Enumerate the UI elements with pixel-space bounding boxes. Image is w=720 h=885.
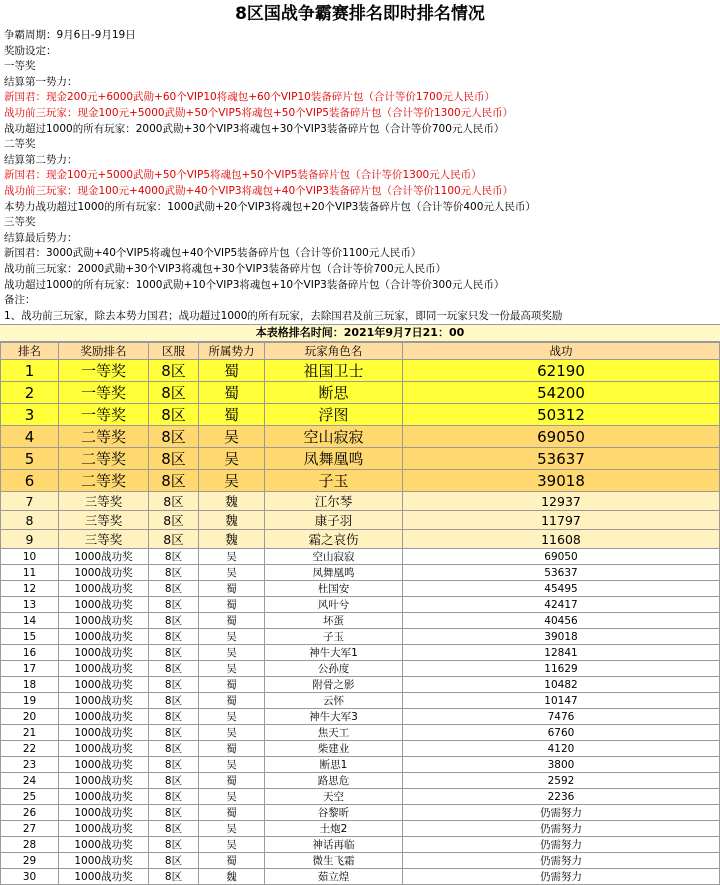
server-cell: 8区 xyxy=(149,693,199,709)
server-cell: 8区 xyxy=(149,530,199,549)
rank-cell: 2 xyxy=(1,382,59,404)
rank-cell: 27 xyxy=(1,821,59,837)
table-row xyxy=(1,470,720,492)
faction-cell: 吴 xyxy=(199,837,265,853)
ranking-table xyxy=(0,342,720,885)
award-cell: 1000战功奖 xyxy=(59,725,149,741)
award-cell: 1000战功奖 xyxy=(59,581,149,597)
server-cell: 8区 xyxy=(149,645,199,661)
info-line: 战功超过1000的所有玩家：1000武勋+10个VIP3将魂包+10个VIP3装备碎片包（合计等价300元人民币） xyxy=(4,278,505,291)
table-row xyxy=(1,645,720,661)
table-row xyxy=(1,360,720,382)
award-cell: 1000战功奖 xyxy=(59,805,149,821)
merit-cell: 12841 xyxy=(403,645,720,661)
merit-cell: 仍需努力 xyxy=(403,853,720,869)
info-line: 战功前三玩家：2000武勋+30个VIP3将魂包+30个VIP3装备碎片包（合计等价700元人民币） xyxy=(4,262,447,275)
award-cell: 1000战功奖 xyxy=(59,677,149,693)
rank-cell: 22 xyxy=(1,741,59,757)
award-cell: 1000战功奖 xyxy=(59,773,149,789)
player-name-cell: 康子羽 xyxy=(265,511,403,530)
award-cell: 1000战功奖 xyxy=(59,821,149,837)
table-row xyxy=(1,741,720,757)
player-name-cell: 微生飞霜 xyxy=(265,853,403,869)
faction-cell: 吴 xyxy=(199,725,265,741)
award-cell: 二等奖 xyxy=(59,448,149,470)
server-cell: 8区 xyxy=(149,709,199,725)
table-row xyxy=(1,492,720,511)
info-line: 备注： xyxy=(4,294,36,307)
faction-cell: 魏 xyxy=(199,492,265,511)
merit-cell: 仍需努力 xyxy=(403,821,720,837)
server-cell: 8区 xyxy=(149,805,199,821)
faction-cell: 吴 xyxy=(199,549,265,565)
faction-cell: 魏 xyxy=(199,511,265,530)
award-cell: 1000战功奖 xyxy=(59,693,149,709)
merit-cell: 2592 xyxy=(403,773,720,789)
column-header-faction: 所属势力 xyxy=(199,343,265,360)
server-cell: 8区 xyxy=(149,492,199,511)
award-cell: 1000战功奖 xyxy=(59,709,149,725)
rank-cell: 24 xyxy=(1,773,59,789)
server-cell: 8区 xyxy=(149,549,199,565)
table-row xyxy=(1,382,720,404)
page-title: 8区国战争霸赛排名即时排名情况 xyxy=(235,4,485,24)
reward-info xyxy=(0,28,720,324)
player-name-cell: 凤舞凰鸣 xyxy=(265,565,403,581)
award-cell: 1000战功奖 xyxy=(59,645,149,661)
player-name-cell: 空山寂寂 xyxy=(265,426,403,448)
table-header-row xyxy=(1,343,720,360)
award-cell: 1000战功奖 xyxy=(59,869,149,885)
award-cell: 1000战功奖 xyxy=(59,549,149,565)
table-row xyxy=(1,613,720,629)
merit-cell: 53637 xyxy=(403,565,720,581)
faction-cell: 吴 xyxy=(199,645,265,661)
table-row xyxy=(1,511,720,530)
award-cell: 三等奖 xyxy=(59,511,149,530)
rank-cell: 20 xyxy=(1,709,59,725)
award-cell: 1000战功奖 xyxy=(59,597,149,613)
server-cell: 8区 xyxy=(149,426,199,448)
player-name-cell: 浮图 xyxy=(265,404,403,426)
faction-cell: 吴 xyxy=(199,565,265,581)
merit-cell: 10147 xyxy=(403,693,720,709)
server-cell: 8区 xyxy=(149,629,199,645)
column-header-server: 区服 xyxy=(149,343,199,360)
info-line: 三等奖 xyxy=(4,216,36,229)
award-cell: 1000战功奖 xyxy=(59,837,149,853)
faction-cell: 蜀 xyxy=(199,693,265,709)
player-name-cell: 空山寂寂 xyxy=(265,549,403,565)
table-row xyxy=(1,549,720,565)
faction-cell: 魏 xyxy=(199,869,265,885)
player-name-cell: 柴建业 xyxy=(265,741,403,757)
rank-cell: 26 xyxy=(1,805,59,821)
merit-cell: 69050 xyxy=(403,549,720,565)
player-name-cell: 天空 xyxy=(265,789,403,805)
faction-cell: 蜀 xyxy=(199,360,265,382)
table-row xyxy=(1,404,720,426)
server-cell: 8区 xyxy=(149,360,199,382)
info-line: 战功前三玩家：现金100元+4000武勋+40个VIP3将魂包+40个VIP3装备碎片包（合计等价1100元人民币） xyxy=(4,184,514,197)
info-line: 新国君：现金200元+6000武勋+60个VIP10将魂包+60个VIP10装备碎片包（合计等价1700元人民币） xyxy=(4,91,496,104)
merit-cell: 11797 xyxy=(403,511,720,530)
merit-cell: 6760 xyxy=(403,725,720,741)
server-cell: 8区 xyxy=(149,382,199,404)
award-cell: 1000战功奖 xyxy=(59,853,149,869)
merit-cell: 53637 xyxy=(403,448,720,470)
info-line: 一等奖 xyxy=(4,60,36,73)
award-cell: 1000战功奖 xyxy=(59,661,149,677)
award-cell: 1000战功奖 xyxy=(59,565,149,581)
faction-cell: 蜀 xyxy=(199,677,265,693)
server-cell: 8区 xyxy=(149,677,199,693)
table-row xyxy=(1,709,720,725)
table-row xyxy=(1,530,720,549)
player-name-cell: 云怀 xyxy=(265,693,403,709)
server-cell: 8区 xyxy=(149,565,199,581)
info-line: 结算第一势力： xyxy=(4,75,78,88)
server-cell: 8区 xyxy=(149,837,199,853)
faction-cell: 吴 xyxy=(199,629,265,645)
server-cell: 8区 xyxy=(149,613,199,629)
award-cell: 一等奖 xyxy=(59,382,149,404)
award-cell: 1000战功奖 xyxy=(59,789,149,805)
server-cell: 8区 xyxy=(149,853,199,869)
award-cell: 三等奖 xyxy=(59,492,149,511)
merit-cell: 2236 xyxy=(403,789,720,805)
info-line: 新国君：3000武勋+40个VIP5将魂包+40个VIP5装备碎片包（合计等价1100元人民币） xyxy=(4,247,422,260)
table-row xyxy=(1,837,720,853)
merit-cell: 39018 xyxy=(403,470,720,492)
server-cell: 8区 xyxy=(149,773,199,789)
player-name-cell: 神牛大军1 xyxy=(265,645,403,661)
rank-cell: 8 xyxy=(1,511,59,530)
player-name-cell: 公孙度 xyxy=(265,661,403,677)
faction-cell: 蜀 xyxy=(199,613,265,629)
merit-cell: 7476 xyxy=(403,709,720,725)
merit-cell: 10482 xyxy=(403,677,720,693)
faction-cell: 蜀 xyxy=(199,597,265,613)
server-cell: 8区 xyxy=(149,821,199,837)
info-line: 结算第二势力： xyxy=(4,153,78,166)
player-name-cell: 江尔琴 xyxy=(265,492,403,511)
merit-cell: 50312 xyxy=(403,404,720,426)
player-name-cell: 杜国安 xyxy=(265,581,403,597)
merit-cell: 45495 xyxy=(403,581,720,597)
rank-cell: 4 xyxy=(1,426,59,448)
info-line: 争霸周期：9月6日-9月19日 xyxy=(4,29,136,41)
info-line: 二等奖 xyxy=(4,138,36,151)
rank-cell: 15 xyxy=(1,629,59,645)
merit-cell: 3800 xyxy=(403,757,720,773)
rank-cell: 1 xyxy=(1,360,59,382)
player-name-cell: 路思危 xyxy=(265,773,403,789)
rank-cell: 7 xyxy=(1,492,59,511)
merit-cell: 仍需努力 xyxy=(403,869,720,885)
faction-cell: 吴 xyxy=(199,448,265,470)
ranking-time-header: 本表格排名时间：2021年9月7日21：00 xyxy=(0,324,720,342)
faction-cell: 魏 xyxy=(199,530,265,549)
award-cell: 1000战功奖 xyxy=(59,613,149,629)
table-row xyxy=(1,426,720,448)
server-cell: 8区 xyxy=(149,741,199,757)
info-line: 战功前三玩家：现金100元+5000武勋+50个VIP5将魂包+50个VIP5装备碎片包（合计等价1300元人民币） xyxy=(4,106,514,119)
info-line: 本势力战功超过1000的所有玩家：1000武勋+20个VIP3将魂包+20个VIP3装备碎片包（合计等价400元人民币） xyxy=(4,200,536,213)
server-cell: 8区 xyxy=(149,661,199,677)
rank-cell: 12 xyxy=(1,581,59,597)
faction-cell: 蜀 xyxy=(199,382,265,404)
column-header-player-name: 玩家角色名 xyxy=(265,343,403,360)
award-cell: 三等奖 xyxy=(59,530,149,549)
rank-cell: 23 xyxy=(1,757,59,773)
award-cell: 一等奖 xyxy=(59,404,149,426)
merit-cell: 62190 xyxy=(403,360,720,382)
rank-cell: 18 xyxy=(1,677,59,693)
rank-cell: 3 xyxy=(1,404,59,426)
server-cell: 8区 xyxy=(149,869,199,885)
server-cell: 8区 xyxy=(149,789,199,805)
table-row xyxy=(1,661,720,677)
faction-cell: 吴 xyxy=(199,661,265,677)
table-row xyxy=(1,821,720,837)
player-name-cell: 凤舞凰鸣 xyxy=(265,448,403,470)
server-cell: 8区 xyxy=(149,470,199,492)
player-name-cell: 茹立煌 xyxy=(265,869,403,885)
table-row xyxy=(1,597,720,613)
server-cell: 8区 xyxy=(149,448,199,470)
merit-cell: 仍需努力 xyxy=(403,805,720,821)
rank-cell: 10 xyxy=(1,549,59,565)
player-name-cell: 断思 xyxy=(265,382,403,404)
faction-cell: 吴 xyxy=(199,757,265,773)
player-name-cell: 神话再临 xyxy=(265,837,403,853)
table-row xyxy=(1,805,720,821)
rank-cell: 30 xyxy=(1,869,59,885)
rank-cell: 6 xyxy=(1,470,59,492)
server-cell: 8区 xyxy=(149,597,199,613)
faction-cell: 吴 xyxy=(199,789,265,805)
merit-cell: 42417 xyxy=(403,597,720,613)
rank-cell: 9 xyxy=(1,530,59,549)
faction-cell: 蜀 xyxy=(199,805,265,821)
table-row xyxy=(1,677,720,693)
merit-cell: 54200 xyxy=(403,382,720,404)
table-row xyxy=(1,757,720,773)
rank-cell: 5 xyxy=(1,448,59,470)
table-row xyxy=(1,725,720,741)
table-row xyxy=(1,853,720,869)
rank-cell: 25 xyxy=(1,789,59,805)
award-cell: 1000战功奖 xyxy=(59,757,149,773)
table-row xyxy=(1,773,720,789)
faction-cell: 吴 xyxy=(199,821,265,837)
player-name-cell: 焦天工 xyxy=(265,725,403,741)
award-cell: 二等奖 xyxy=(59,470,149,492)
player-name-cell: 子玉 xyxy=(265,470,403,492)
player-name-cell: 谷黎昕 xyxy=(265,805,403,821)
rank-cell: 16 xyxy=(1,645,59,661)
merit-cell: 11629 xyxy=(403,661,720,677)
faction-cell: 蜀 xyxy=(199,581,265,597)
info-line: 结算最后势力： xyxy=(4,231,78,244)
table-row xyxy=(1,693,720,709)
faction-cell: 吴 xyxy=(199,709,265,725)
merit-cell: 40456 xyxy=(403,613,720,629)
player-name-cell: 附骨之影 xyxy=(265,677,403,693)
table-row xyxy=(1,565,720,581)
merit-cell: 69050 xyxy=(403,426,720,448)
rank-cell: 13 xyxy=(1,597,59,613)
table-row xyxy=(1,581,720,597)
merit-cell: 12937 xyxy=(403,492,720,511)
info-line: 1、战功前三玩家，除去本势力国君；战功超过1000的所有玩家，去除国君及前三玩家，即同一玩家只发一份最高项奖励 xyxy=(4,309,563,322)
player-name-cell: 神牛大军3 xyxy=(265,709,403,725)
rank-cell: 19 xyxy=(1,693,59,709)
award-cell: 1000战功奖 xyxy=(59,629,149,645)
player-name-cell: 祖国卫士 xyxy=(265,360,403,382)
player-name-cell: 断思1 xyxy=(265,757,403,773)
table-row xyxy=(1,869,720,885)
faction-cell: 蜀 xyxy=(199,773,265,789)
column-header-merit: 战功 xyxy=(403,343,720,360)
server-cell: 8区 xyxy=(149,757,199,773)
player-name-cell: 土炮2 xyxy=(265,821,403,837)
info-line: 战功超过1000的所有玩家：2000武勋+30个VIP3将魂包+30个VIP3装备碎片包（合计等价700元人民币） xyxy=(4,122,505,135)
merit-cell: 仍需努力 xyxy=(403,837,720,853)
rank-cell: 29 xyxy=(1,853,59,869)
player-name-cell: 霜之哀伤 xyxy=(265,530,403,549)
award-cell: 1000战功奖 xyxy=(59,741,149,757)
column-header-award: 奖励排名 xyxy=(59,343,149,360)
table-row xyxy=(1,789,720,805)
column-header-rank: 排名 xyxy=(1,343,59,360)
rank-cell: 17 xyxy=(1,661,59,677)
faction-cell: 吴 xyxy=(199,426,265,448)
player-name-cell: 子玉 xyxy=(265,629,403,645)
faction-cell: 蜀 xyxy=(199,404,265,426)
server-cell: 8区 xyxy=(149,725,199,741)
rank-cell: 28 xyxy=(1,837,59,853)
merit-cell: 4120 xyxy=(403,741,720,757)
faction-cell: 蜀 xyxy=(199,853,265,869)
server-cell: 8区 xyxy=(149,511,199,530)
award-cell: 二等奖 xyxy=(59,426,149,448)
table-row xyxy=(1,448,720,470)
table-row xyxy=(1,629,720,645)
rank-cell: 11 xyxy=(1,565,59,581)
info-line: 奖励设定： xyxy=(4,44,57,57)
info-line: 新国君：现金100元+5000武勋+50个VIP5将魂包+50个VIP5装备碎片包（合计等价1300元人民币） xyxy=(4,169,482,182)
merit-cell: 39018 xyxy=(403,629,720,645)
rank-cell: 14 xyxy=(1,613,59,629)
player-name-cell: 风叶兮 xyxy=(265,597,403,613)
server-cell: 8区 xyxy=(149,404,199,426)
server-cell: 8区 xyxy=(149,581,199,597)
rank-cell: 21 xyxy=(1,725,59,741)
player-name-cell: 坏蛋 xyxy=(265,613,403,629)
award-cell: 一等奖 xyxy=(59,360,149,382)
faction-cell: 蜀 xyxy=(199,741,265,757)
merit-cell: 11608 xyxy=(403,530,720,549)
faction-cell: 吴 xyxy=(199,470,265,492)
